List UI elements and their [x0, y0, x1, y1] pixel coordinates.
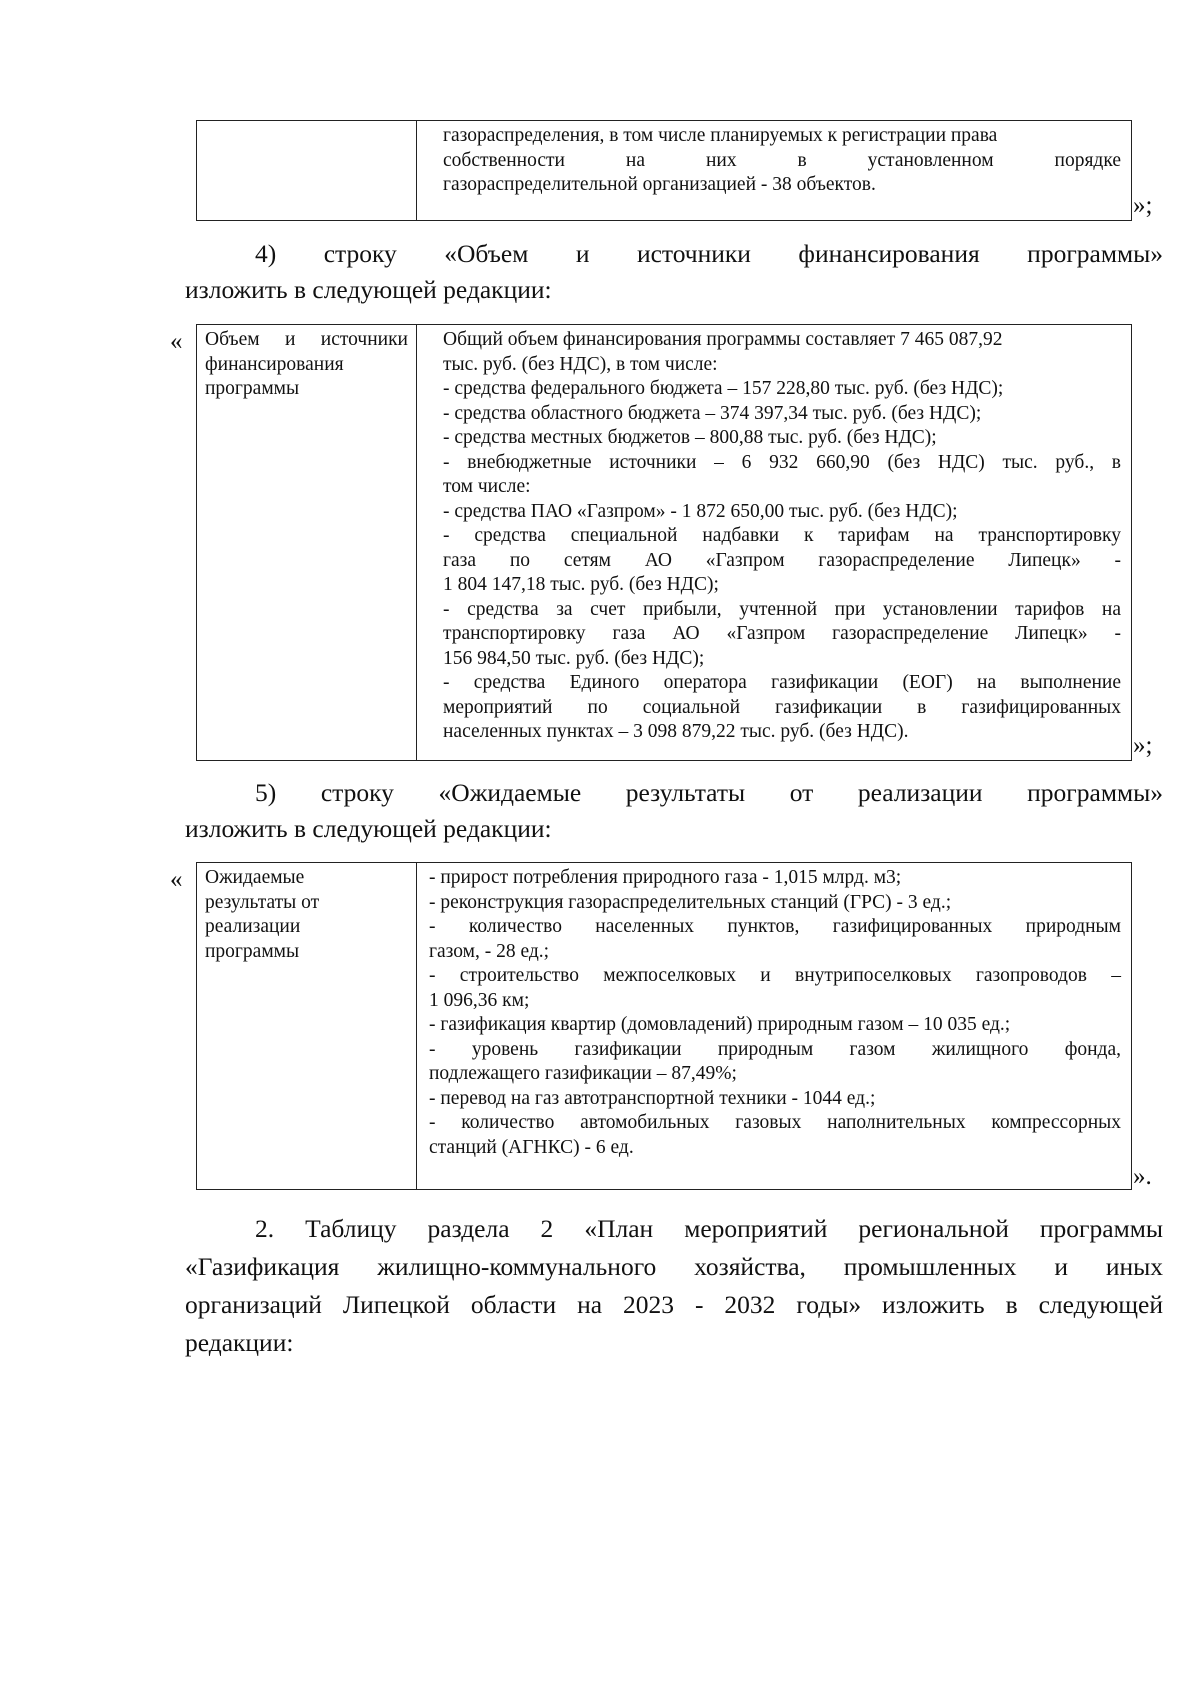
financing-line: - средства местных бюджетов – 800,88 тыс. руб. (без НДС); [443, 427, 937, 448]
open-quote: « [170, 328, 183, 355]
close-quote: »; [1133, 732, 1153, 759]
results-line: - перевод на газ автотранспортной техники - 1044 ед.; [429, 1087, 876, 1109]
results-line: 1 096,36 км; [429, 989, 530, 1011]
item2-line2: «Газификация жилищно-коммунального хозяйства, промышленных и иных [185, 1252, 1163, 1281]
financing-line: тыс. руб. (без НДС), в том числе: [443, 353, 718, 375]
table-top-line: собственности на них в установленном порядке [443, 149, 1121, 171]
financing-line: - средства ПАО «Газпром» - 1 872 650,00 тыс. руб. (без НДС); [443, 500, 958, 522]
financing-line: - средства областного бюджета – 374 397,34 тыс. руб. (без НДС); [443, 402, 982, 424]
financing-line: населенных пунктах – 3 098 879,22 тыс. руб. (без НДС). [443, 721, 909, 742]
item2-paragraph [185, 1210, 1163, 1362]
financing-line: - средства специальной надбавки к тарифам на транспортировку [443, 525, 1121, 546]
item5-paragraph [185, 775, 1163, 847]
financing-label-line: финансирования [205, 353, 344, 375]
table-results [196, 862, 1132, 1190]
financing-line: мероприятий по социальной газификации в газифицированных [443, 696, 1121, 718]
table-top-right-cell [417, 121, 1131, 220]
results-line: - количество автомобильных газовых наполнительных компрессорных [429, 1112, 1121, 1133]
results-line: - уровень газификации природным газом жилищного фонда, [429, 1038, 1121, 1060]
results-label-line: Ожидаемые [205, 867, 305, 888]
table-top-left-cell [197, 121, 417, 220]
results-line: - прирост потребления природного газа - 1,015 млрд. м3; [429, 867, 902, 888]
results-label-line: программы [205, 940, 300, 962]
financing-line: 1 804 147,18 тыс. руб. (без НДС); [443, 574, 719, 595]
close-quote: ». [1133, 1163, 1152, 1190]
results-line: газом, - 28 ед.; [429, 940, 550, 962]
results-label-line: результаты от [205, 891, 320, 913]
results-line: подлежащего газификации – 87,49%; [429, 1063, 737, 1084]
table-results-content-cell [417, 863, 1131, 1189]
item2-line3: организаций Липецкой области на 2023 - 2032 годы» изложить в следующей [185, 1290, 1163, 1319]
financing-line: - средства федерального бюджета – 157 228,80 тыс. руб. (без НДС); [443, 378, 1004, 399]
financing-line: - внебюджетные источники – 6 932 660,90 (без НДС) тыс. руб., в [443, 451, 1121, 473]
results-line: - газификация квартир (домовладений) природным газом – 10 035 ед.; [429, 1014, 1011, 1035]
financing-line: - средства за счет прибыли, учтенной при установлении тарифов на [443, 598, 1121, 620]
table-results-label-cell [197, 863, 417, 1189]
financing-label-line: Объем и источники [205, 329, 408, 350]
item5-line2: изложить в следующей редакции: [185, 814, 552, 843]
financing-line: Общий объем финансирования программы составляет 7 465 087,92 [443, 329, 1003, 350]
financing-line: том числе: [443, 476, 531, 497]
financing-line: 156 984,50 тыс. руб. (без НДС); [443, 647, 705, 669]
results-line: - количество населенных пунктов, газифицированных природным [429, 916, 1121, 937]
financing-line: транспортировку газа АО «Газпром газораспределение Липецк» - [443, 623, 1121, 644]
financing-line: - средства Единого оператора газификации (ЕОГ) на выполнение [443, 672, 1121, 693]
results-label-line: реализации [205, 916, 301, 937]
results-line: - строительство межпоселковых и внутрипоселковых газопроводов – [429, 965, 1121, 986]
table-financing-label-cell [197, 325, 417, 760]
table-top-line: газораспределительной организацией - 38 объектов. [443, 174, 876, 195]
item5-line1: 5) строку «Ожидаемые результаты от реализации программы» [255, 778, 1163, 807]
financing-label-line: программы [205, 378, 300, 399]
table-top [196, 120, 1132, 221]
item4-paragraph [185, 236, 1163, 308]
open-quote: « [170, 866, 183, 893]
results-line: станций (АГНКС) - 6 ед. [429, 1136, 634, 1158]
table-financing-content-cell [417, 325, 1131, 760]
item2-line4: редакции: [185, 1328, 294, 1357]
item2-line1: 2. Таблицу раздела 2 «План мероприятий региональной программы [255, 1214, 1163, 1243]
financing-line: газа по сетям АО «Газпром газораспределение Липецк» - [443, 549, 1121, 571]
table-financing [196, 324, 1132, 761]
results-line: - реконструкция газораспределительных станций (ГРС) - 3 ед.; [429, 891, 952, 913]
item4-line1: 4) строку «Объем и источники финансирования программы» [255, 239, 1163, 268]
item4-line2: изложить в следующей редакции: [185, 275, 552, 304]
table-top-line: газораспределения, в том числе планируемых к регистрации права [443, 125, 998, 146]
close-quote: »; [1133, 192, 1153, 219]
